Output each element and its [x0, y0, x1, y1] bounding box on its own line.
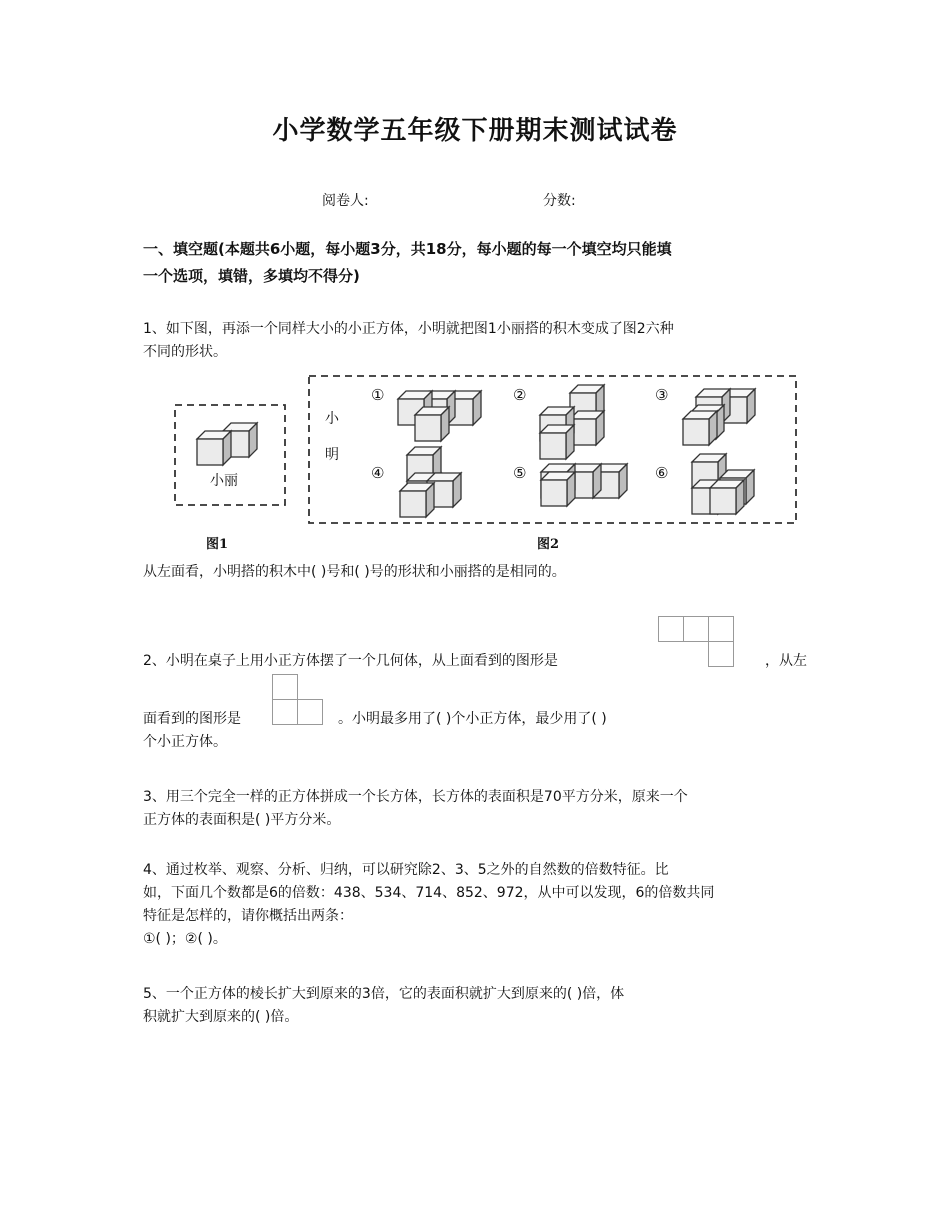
section-heading-line1: 一、填空题(本题共6小题，每小题3分，共18分，每小题的每一个填空均只能填: [143, 240, 672, 258]
xiaoli-cubes: [197, 423, 257, 465]
question-5-line2: 积就扩大到原来的( )倍。: [143, 1009, 299, 1025]
xiaoming-label-char2: 明: [325, 447, 339, 463]
xiaoming-label-char1: 小: [325, 411, 339, 427]
shape-number-2: ②: [513, 386, 527, 404]
shape-1-cubes: [398, 391, 481, 441]
cube-figures-svg: [170, 372, 800, 557]
top-view-shape: [658, 616, 736, 668]
question-4-line4: ①( )；②( )。: [143, 931, 227, 947]
shape-number-6: ⑥: [655, 464, 669, 482]
shape-3-cubes: [683, 389, 755, 445]
question-1: [143, 318, 808, 364]
question-3: [143, 786, 808, 832]
question-2-part4: 。小明最多用了( )个小正方体，最少用了( ): [338, 711, 607, 727]
question-1-line1: 1、如下图，再添一个同样大小的小正方体，小明就把图1小丽搭的积木变成了图2六种: [143, 321, 674, 337]
question-2-part1: 2、小明在桌子上用小正方体摆了一个几何体，从上面看到的图形是: [143, 653, 558, 669]
shape-number-1: ①: [371, 386, 385, 404]
question-3-line2: 正方体的表面积是( )平方分米。: [143, 812, 341, 828]
shape-number-4: ④: [371, 464, 385, 482]
left-view-shape: [272, 674, 326, 726]
shape-6-cubes: [692, 454, 754, 514]
question-4-line1: 4、通过枚举、观察、分析、归纳，可以研究除2、3、5之外的自然数的倍数特征。比: [143, 862, 669, 878]
page-title: 小学数学五年级下册期末测试试卷: [272, 116, 678, 146]
shape-2-cubes: [540, 385, 604, 459]
question-1-figure: [170, 372, 800, 557]
figure-1-caption: 图1: [206, 537, 229, 552]
section-heading: [143, 236, 813, 290]
question-2-part5: 个小正方体。: [143, 734, 227, 750]
question-1-answer: 从左面看，小明搭的积木中( )号和( )号的形状和小丽搭的是相同的。: [143, 564, 566, 580]
shape-number-3: ③: [655, 386, 669, 404]
question-2-part3: 面看到的图形是: [143, 711, 241, 727]
section-heading-line2: 一个选项，填错，多填均不得分): [143, 267, 360, 285]
question-4-line3: 特征是怎样的，请你概括出两条：: [143, 908, 353, 924]
question-4-line2: 如，下面几个数都是6的倍数：438、534、714、852、972，从中可以发现，6的倍数共同: [143, 885, 715, 901]
question-5: [143, 983, 808, 1029]
question-3-line1: 3、用三个完全一样的正方体拼成一个长方体，长方体的表面积是70平方分米，原来一个: [143, 789, 688, 805]
shape-5-cubes: [541, 464, 627, 506]
xiaoli-label: 小丽: [210, 473, 238, 489]
question-4: [143, 859, 808, 951]
question-2-part2: ，从左: [765, 653, 807, 669]
figure-2-caption: 图2: [537, 537, 560, 552]
score-label: 分数:: [543, 193, 576, 209]
shape-number-5: ⑤: [513, 464, 527, 482]
question-1-line2: 不同的形状。: [143, 344, 227, 360]
grader-label: 阅卷人:: [322, 193, 369, 209]
question-5-line1: 5、一个正方体的棱长扩大到原来的3倍，它的表面积就扩大到原来的( )倍，体: [143, 986, 625, 1002]
shape-4-cubes: [400, 447, 461, 517]
